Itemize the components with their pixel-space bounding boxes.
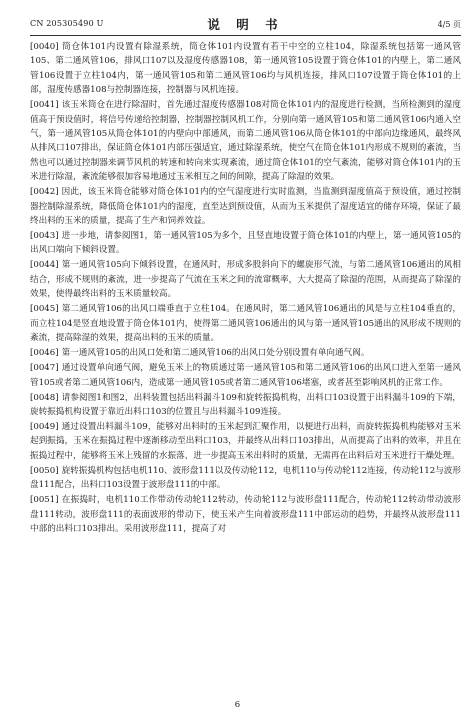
paragraph [30,40,461,98]
paragraph [30,302,461,345]
paragraph-number: [0040] [30,42,59,52]
paragraph-text: 通过设置出料漏斗109，能够对出料时的玉米起到汇聚作用，以便进行出料，而旋转振捣机构能够对玉米起到振捣，玉米在振捣过程中逐渐移动至出料口103，并最终从出料口103排出，从而提高了出料的效率，并且在振捣过程中，能够将玉米上残留的水振落，进一步提高玉米出料时的质量，无需再在出料后对玉米进行干燥处理。 [30,421,461,461]
paragraph-number: [0045] [30,304,59,315]
page-indicator: 4/5 页 [437,20,461,29]
paragraph-text: 在振捣时，电机110工作带动传动轮112转动，传动轮112与波形盘111配合，传动轮112转动带动波形盘111转动，波形盘111的表面波形的带动下，使玉米产生向着波形盘111中部运动的趋势，并最终从波形盘111中部的出料口103排出。采用波形盘111，提高了对 [30,495,461,534]
paragraph-number: [0041] [30,100,59,111]
paragraph [30,361,461,390]
paragraph-text: 请参阅图1和图2，出料装置包括出料漏斗109和旋转振捣机构，出料口103设置于出料漏斗109的下端，旋转振捣机构设置于靠近出料口103的位置且与出料漏斗109连接。 [30,392,461,417]
paragraph-number: [0042] [30,187,59,198]
header-rule [30,35,461,36]
paragraph-text: 筒仓体101内设置有除湿系统，筒仓体101内设置有若干中空的立柱104，除湿系统包括第一通风管105、第二通风管106，排风口107以及湿度传感器108，第一通风管105设置于筒仓体101的内壁上，第二通风管106设置于立柱104内，第一通风管105和第二通风管106均与风机连接，排风口107设置于筒仓体101的上部，湿度传感器108与控制器连接，控制器与风机连接。 [30,42,461,96]
paragraph-text: 该玉米筒仓在进行除湿时，首先通过湿度传感器108对筒仓体101内的湿度进行检测，当所检测到的湿度值高于预设值时，将信号传递给控制器，控制器控制风机工作，分别向第一通风管105和第二通风管106内通入空气，第一通风管105从筒仓体101的内壁向中部通风，而第二通风管106从筒仓体101的中部向边缘通风，最终风从排风口107排出，保证筒仓体101内部压强适宜，通过除湿系统，使空气在筒仓体101内形成不规则的紊流，当然也可以通过控制器来调节风机的转速和转向来实现紊流，通过筒仓体101的空气紊流，能够对筒仓体101内的玉米进行除湿，紊流能够很加容易地通过玉米相互之间的间隙，提高了除湿的效果。 [30,100,461,183]
paragraph-number: [0050] [30,465,59,476]
paragraph [30,493,461,536]
paragraph-number: [0046] [30,348,59,359]
paragraph [30,346,461,360]
paragraph-text: 第一通风管105的出风口处和第二通风管106的出风口处分别设置有单向通气阀。 [61,348,370,359]
paragraph-number: [0048] [30,392,59,403]
paragraph-number: [0049] [30,421,59,432]
patent-number: CN 205305490 U [30,19,104,28]
document-title: 说 明 书 [207,17,284,32]
paragraph [30,185,461,228]
paragraph-number: [0043] [30,231,59,242]
paragraph [30,98,461,184]
page-number: 6 [234,700,241,710]
paragraph-text: 进一步地，请参阅图1，第一通风管105为多个，且竖直地设置于筒仓体101的内壁上，第一通风管105的出风口端向下倾斜设置。 [30,231,461,256]
page-header [30,15,461,35]
paragraph-number: [0044] [30,260,59,271]
paragraph [30,464,461,493]
paragraph [30,420,461,463]
document-body [30,40,461,537]
paragraph-text: 通过设置单向通气阀，避免玉米上的物质通过第一通风管105和第二通风管106的出风口进入至第一通风管105或者第二通风管106内，造成第一通风管105或者第二通风管106堵塞，或者甚至影响风机的正常工作。 [30,363,461,388]
paragraph-text: 因此，该玉米筒仓能够对筒仓体101内的空气湿度进行实时监测，当监测到湿度值高于预设值，通过控制器控制除湿系统，降低筒仓体101内的湿度，直至达到预设值，从而为玉米提供了湿度适宜的储存环境，保证了最终出料的玉米的质量，提高了生产和饲养效益。 [30,187,461,227]
paragraph-number: [0051] [30,495,59,506]
paragraph-number: [0047] [30,363,59,374]
paragraph-text: 第一通风管105向下倾斜设置，在通风时，形成多股斜向下的螺旋形气流，与第二通风管106通出的风相结合，形成不规则的紊流，进一步提高了气流在玉米之间的流窜概率，大大提高了除湿的范围，从而提高了除湿的效果，使得最终出料的玉米质量较高。 [30,260,461,300]
paragraph [30,258,461,301]
paragraph [30,229,461,258]
paragraph [30,391,461,420]
paragraph-text: 第二通风管106的出风口端垂直于立柱104。在通风时，第二通风管106通出的风是与立柱104垂直的，而立柱104是竖直地设置于筒仓体101内，使得第二通风管106通出的风与第一通风管105通出的风形成不规则的紊流，提高除湿的效果，提高出料的玉米的质量。 [30,304,461,344]
paragraph-text: 旋转振捣机构包括电机110、波形盘111以及传动轮112，电机110与传动轮112连接，传动轮112与波形盘111配合，出料口103设置于波形盘111的中部。 [30,465,461,491]
